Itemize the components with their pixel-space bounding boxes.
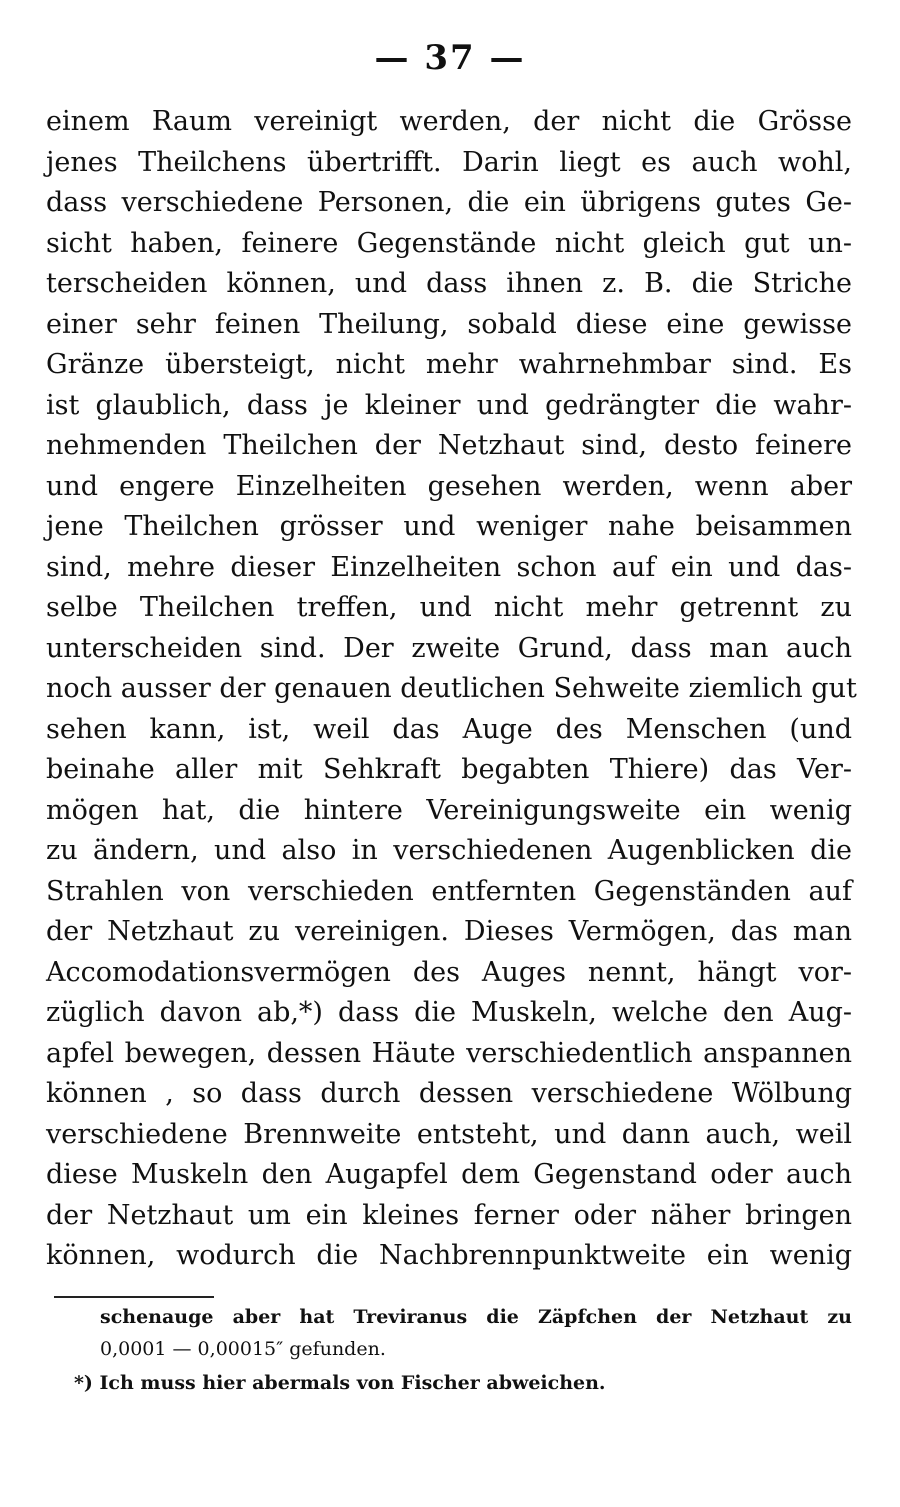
text-line: können , so dass durch dessen verschiedene Wölbung — [46, 1078, 852, 1109]
text-line: Gränze übersteigt, nicht mehr wahrnehmbar sind. Es — [46, 349, 852, 380]
text-line: sicht haben, feinere Gegenstände nicht gleich gut un- — [46, 227, 852, 259]
text-line: Accomodationsvermögen des Auges nennt, hängt vor- — [46, 956, 852, 988]
footnote-divider — [54, 1296, 214, 1298]
text-line: der Netzhaut um ein kleines ferner oder näher bringen — [46, 1199, 852, 1231]
text-line: Strahlen von verschieden entfernten Gegenständen auf — [46, 875, 852, 907]
text-line: unterscheiden sind. Der zweite Grund, dass man auch — [46, 632, 852, 664]
footnote-line: 0,0001 — 0,00015″ gefunden. — [100, 1338, 386, 1360]
text-line: mögen hat, die hintere Vereinigungsweite ein wenig — [46, 794, 852, 826]
text-line: dass verschiedene Personen, die ein übrigens gutes Ge- — [46, 187, 852, 218]
text-line: noch ausser der genauen deutlichen Sehweite ziemlich gut — [46, 673, 857, 704]
page-number: — 37 — — [374, 38, 526, 78]
text-line: können, wodurch die Nachbrennpunktweite ein wenig — [46, 1240, 852, 1271]
text-line: apfel bewegen, dessen Häute verschiedentlich anspannen — [46, 1037, 852, 1069]
text-line: einem Raum vereinigt werden, der nicht die Grösse — [46, 106, 852, 137]
text-line: verschiedene Brennweite entsteht, und dann auch, weil — [46, 1118, 852, 1150]
text-line: nehmenden Theilchen der Netzhaut sind, desto feinere — [46, 430, 852, 461]
text-line: züglich davon ab,*) dass die Muskeln, welche den Aug- — [46, 997, 852, 1028]
text-line: selbe Theilchen treffen, und nicht mehr getrennt zu — [46, 592, 852, 623]
text-line: der Netzhaut zu vereinigen. Dieses Vermögen, das man — [46, 916, 852, 947]
footnote-line: schenauge aber hat Treviranus die Zäpfchen der Netzhaut zu — [100, 1306, 852, 1328]
text-line: und engere Einzelheiten gesehen werden, wenn aber — [46, 470, 852, 502]
text-line: diese Muskeln den Augapfel dem Gegenstand oder auch — [46, 1159, 852, 1190]
text-line: sehen kann, ist, weil das Auge des Menschen (und — [46, 713, 852, 745]
footnotes — [74, 1300, 852, 1400]
text-line: terscheiden können, und dass ihnen z. B. die Striche — [46, 268, 852, 299]
text-line: beinahe aller mit Sehkraft begabten Thiere) das Ver- — [46, 754, 852, 785]
text-line: einer sehr feinen Theilung, sobald diese eine gewisse — [46, 308, 852, 340]
body-text — [46, 102, 857, 1277]
footnote-line: *) Ich muss hier abermals von Fischer abweichen. — [74, 1372, 606, 1394]
text-line: sind, mehre dieser Einzelheiten schon auf ein und das- — [46, 551, 852, 583]
text-line: jene Theilchen grösser und weniger nahe beisammen — [46, 511, 852, 542]
text-line: jenes Theilchens übertrifft. Darin liegt es auch wohl, — [46, 146, 852, 178]
text-line: zu ändern, und also in verschiedenen Augenblicken die — [46, 835, 852, 866]
text-line: ist glaublich, dass je kleiner und gedrängter die wahr- — [46, 389, 852, 421]
